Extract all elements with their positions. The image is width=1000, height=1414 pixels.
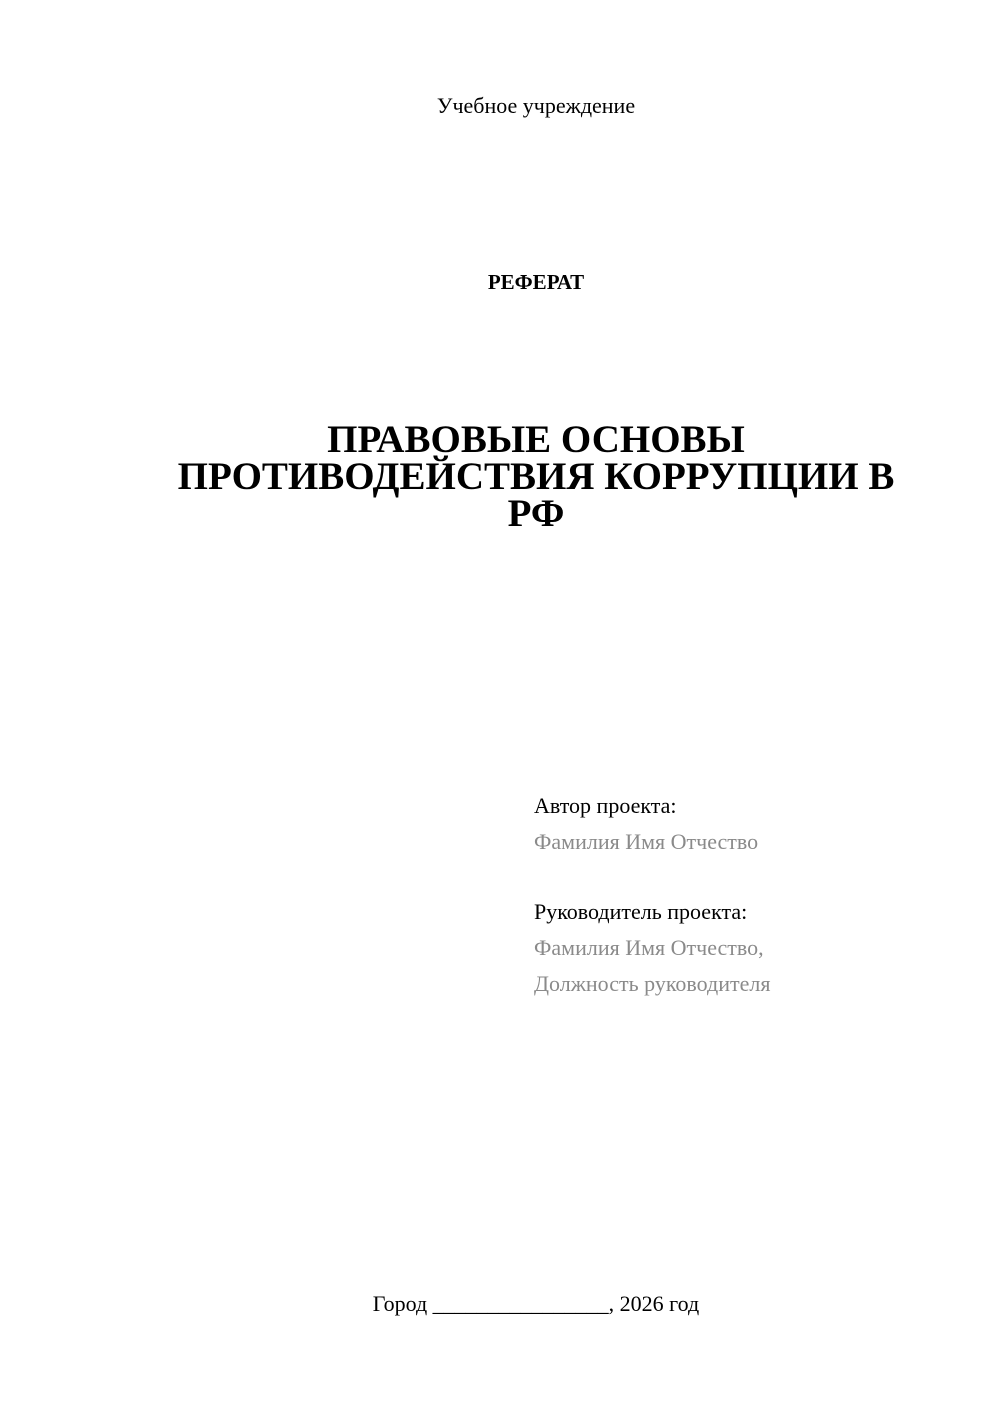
document-title <box>120 418 952 535</box>
credits-block <box>534 788 974 1002</box>
author-label: Автор проекта: <box>534 793 677 818</box>
city-year-line: Город ________________, 2026 год <box>372 1291 700 1316</box>
document-type: РЕФЕРАТ <box>487 270 585 294</box>
title-line: РФ <box>507 492 565 535</box>
supervisor-label: Руководитель проекта: <box>534 899 748 924</box>
institution-name: Учебное учреждение <box>436 93 636 118</box>
author-name: Фамилия Имя Отчество <box>534 829 759 854</box>
spacer <box>534 860 974 894</box>
title-line: ПРОТИВОДЕЙСТВИЯ КОРРУПЦИИ В <box>177 455 895 498</box>
supervisor-name: Фамилия Имя Отчество, <box>534 935 764 960</box>
title-line: ПРАВОВЫЕ ОСНОВЫ <box>327 418 745 461</box>
supervisor-position: Должность руководителя <box>534 971 771 996</box>
